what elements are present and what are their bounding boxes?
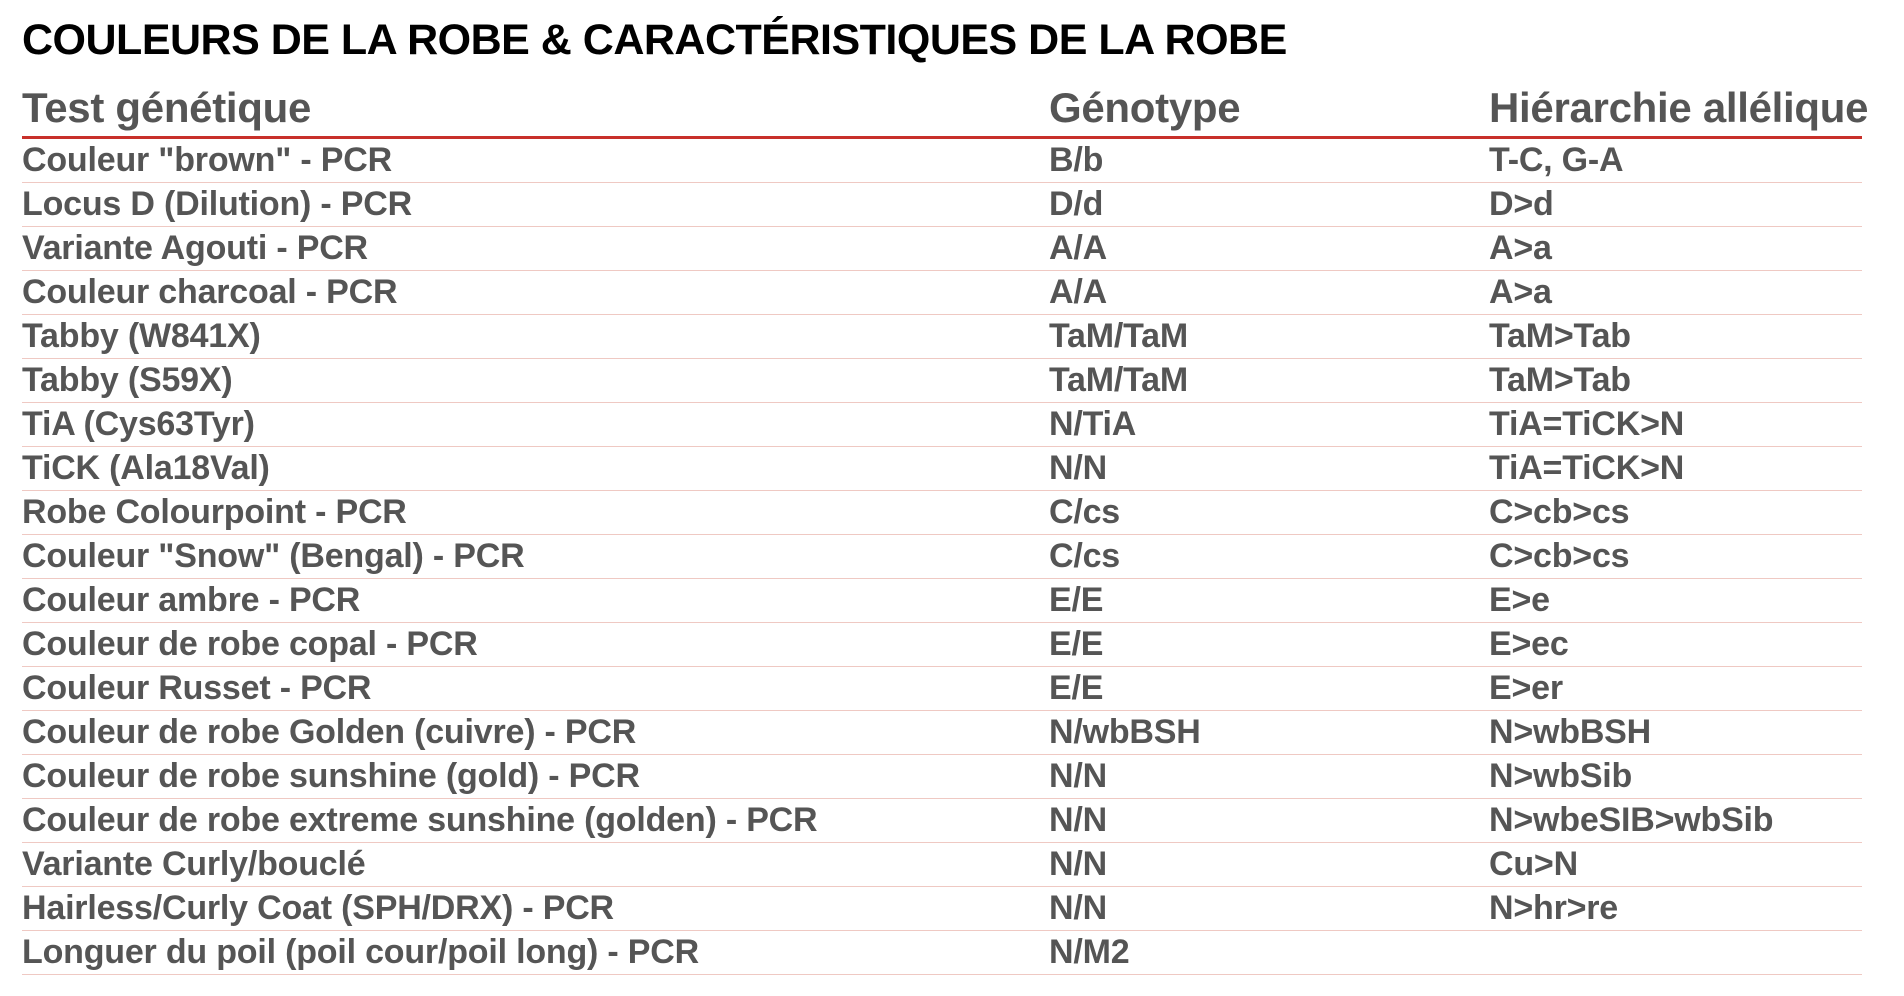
cell-hierarchy: N>wbBSH: [1489, 711, 1862, 755]
cell-test: Couleur de robe copal - PCR: [22, 623, 1049, 667]
cell-hierarchy: N>hr>re: [1489, 887, 1862, 931]
cell-test: Couleur "brown" - PCR: [22, 138, 1049, 183]
cell-genotype: E/E: [1049, 579, 1489, 623]
cell-hierarchy: N>wbSib: [1489, 755, 1862, 799]
cell-genotype: N/N: [1049, 447, 1489, 491]
cell-genotype: N/M2: [1049, 931, 1489, 975]
table-row: [22, 799, 1862, 843]
cell-hierarchy: E>ec: [1489, 623, 1862, 667]
cell-hierarchy: T-C, G-A: [1489, 138, 1862, 183]
cell-hierarchy: C>cb>cs: [1489, 535, 1862, 579]
cell-genotype: TaM/TaM: [1049, 315, 1489, 359]
header-genotype: Génotype: [1049, 80, 1489, 138]
cell-test: TiCK (Ala18Val): [22, 447, 1049, 491]
cell-hierarchy: [1489, 931, 1862, 975]
table-row: [22, 183, 1862, 227]
table-row: [22, 271, 1862, 315]
page-title: COULEURS DE LA ROBE & CARACTÉRISTIQUES DE LA ROBE: [22, 16, 1287, 64]
cell-genotype: E/E: [1049, 667, 1489, 711]
cell-test: Couleur ambre - PCR: [22, 579, 1049, 623]
cell-genotype: A/A: [1049, 271, 1489, 315]
cell-genotype: N/N: [1049, 843, 1489, 887]
cell-genotype: C/cs: [1049, 535, 1489, 579]
cell-test: Tabby (W841X): [22, 315, 1049, 359]
table-row: [22, 491, 1862, 535]
cell-hierarchy: C>cb>cs: [1489, 491, 1862, 535]
cell-test: Couleur de robe extreme sunshine (golden) - PCR: [22, 799, 1049, 843]
header-hierarchy: Hiérarchie allélique: [1489, 80, 1862, 138]
cell-test: Couleur "Snow" (Bengal) - PCR: [22, 535, 1049, 579]
genetic-results-table: [22, 80, 1869, 975]
cell-test: Robe Colourpoint - PCR: [22, 491, 1049, 535]
table-row: [22, 711, 1862, 755]
cell-hierarchy: Cu>N: [1489, 843, 1862, 887]
cell-hierarchy: A>a: [1489, 271, 1862, 315]
table-row: [22, 931, 1862, 975]
cell-genotype: N/TiA: [1049, 403, 1489, 447]
cell-genotype: N/N: [1049, 799, 1489, 843]
cell-hierarchy: TiA=TiCK>N: [1489, 447, 1862, 491]
cell-hierarchy: E>e: [1489, 579, 1862, 623]
table-row: [22, 623, 1862, 667]
cell-test: Couleur charcoal - PCR: [22, 271, 1049, 315]
table-row: [22, 887, 1862, 931]
cell-test: Longuer du poil (poil cour/poil long) - PCR: [22, 931, 1049, 975]
table-row: [22, 403, 1862, 447]
table-row: [22, 315, 1862, 359]
table-row: [22, 227, 1862, 271]
cell-test: Couleur de robe Golden (cuivre) - PCR: [22, 711, 1049, 755]
cell-hierarchy: D>d: [1489, 183, 1862, 227]
cell-hierarchy: N>wbeSIB>wbSib: [1489, 799, 1862, 843]
cell-test: Couleur Russet - PCR: [22, 667, 1049, 711]
table-body: [22, 138, 1862, 975]
table-row: [22, 535, 1862, 579]
cell-test: Locus D (Dilution) - PCR: [22, 183, 1049, 227]
cell-genotype: B/b: [1049, 138, 1489, 183]
table-row: [22, 359, 1862, 403]
table-row: [22, 579, 1862, 623]
table-row: [22, 843, 1862, 887]
cell-hierarchy: A>a: [1489, 227, 1862, 271]
cell-genotype: N/N: [1049, 755, 1489, 799]
cell-hierarchy: TaM>Tab: [1489, 359, 1862, 403]
cell-test: TiA (Cys63Tyr): [22, 403, 1049, 447]
cell-genotype: A/A: [1049, 227, 1489, 271]
cell-genotype: D/d: [1049, 183, 1489, 227]
cell-genotype: N/wbBSH: [1049, 711, 1489, 755]
cell-genotype: TaM/TaM: [1049, 359, 1489, 403]
header-row: [22, 80, 1862, 138]
cell-test: Tabby (S59X): [22, 359, 1049, 403]
table-row: [22, 138, 1862, 183]
table-row: [22, 755, 1862, 799]
cell-test: Hairless/Curly Coat (SPH/DRX) - PCR: [22, 887, 1049, 931]
cell-test: Variante Curly/bouclé: [22, 843, 1049, 887]
cell-genotype: E/E: [1049, 623, 1489, 667]
cell-test: Variante Agouti - PCR: [22, 227, 1049, 271]
table-row: [22, 667, 1862, 711]
cell-hierarchy: E>er: [1489, 667, 1862, 711]
cell-genotype: N/N: [1049, 887, 1489, 931]
cell-hierarchy: TaM>Tab: [1489, 315, 1862, 359]
cell-genotype: C/cs: [1049, 491, 1489, 535]
cell-test: Couleur de robe sunshine (gold) - PCR: [22, 755, 1049, 799]
table-row: [22, 447, 1862, 491]
header-test: Test génétique: [22, 80, 1049, 138]
cell-hierarchy: TiA=TiCK>N: [1489, 403, 1862, 447]
table-header: [22, 80, 1869, 138]
